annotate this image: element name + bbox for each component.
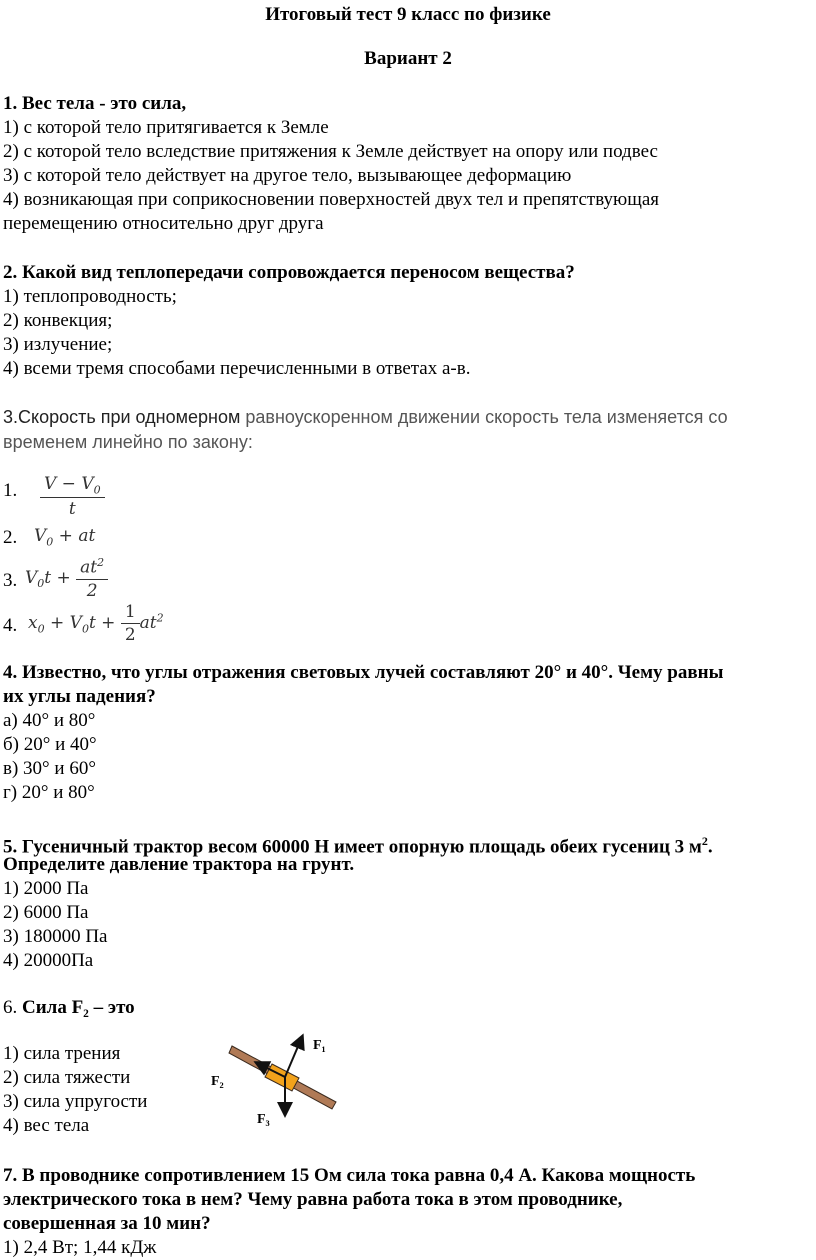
q4-option-a: а) 40° и 80° (3, 710, 96, 731)
block (265, 1064, 299, 1091)
q2-option-4: 4) всеми тремя способами перечисленными в ответах а-в. (3, 358, 471, 379)
q2-question: 2. Какой вид теплопередачи сопровождается переносом вещества? (3, 262, 575, 283)
q7-question-line3: совершенная за 10 мин? (3, 1213, 211, 1234)
q5-question-line2: Определите давление трактора на грунт. (3, 854, 355, 875)
q2-option-3: 3) излучение; (3, 334, 113, 355)
q4-option-c: в) 30° и 60° (3, 758, 96, 779)
q1-option-2: 2) с которой тело вследствие притяжения к Земле действует на опору или подвес (3, 141, 658, 162)
q2-option-1: 1) теплопроводность; (3, 286, 177, 307)
variant-title: Вариант 2 (364, 48, 452, 69)
formula-1: $\frac{V - V_0}{t}$ (40, 474, 105, 519)
q3-number-1: 1. (3, 480, 18, 501)
q3-number-4: 4. (3, 615, 18, 636)
force-diagram-svg (205, 1030, 355, 1140)
q3-question (3, 405, 728, 429)
q3-prefix: 3.Скорость при одномерном (3, 407, 241, 427)
q3-rest: равноускоренном движении скорость тела изменяется со (240, 407, 728, 427)
q6-question: 6. Сила F₂ – это (3, 997, 135, 1018)
q7-question: 7. В проводнике сопротивлением 15 Ом сила тока равна 0,4 А. Какова мощность (3, 1165, 696, 1186)
q6-option-1: 1) сила трения (3, 1043, 121, 1064)
q3-number-2: 2. (3, 527, 18, 548)
formula-2: $V_0$ + at (34, 526, 96, 549)
formula-3: $V_0t$ + $\frac{at^2}{2}$ (25, 556, 108, 601)
q7-option-1: 1) 2,4 Вт; 1,44 кДж (3, 1237, 157, 1258)
q6-option-3: 3) сила упругости (3, 1091, 148, 1112)
q5-option-4: 4) 20000Па (3, 950, 94, 971)
q4-question: 4. Известно, что углы отражения световых лучей составляют 20° и 40°. Чему равны (3, 662, 724, 683)
q3-number-3: 3. (3, 570, 18, 591)
label-f3: F₃ (257, 1112, 270, 1127)
q6-option-2: 2) сила тяжести (3, 1067, 131, 1088)
document-title: Итоговый тест 9 класс по физике (265, 4, 551, 25)
q1-option-3: 3) с которой тело действует на другое тело, вызывающее деформацию (3, 165, 572, 186)
q5-option-2: 2) 6000 Па (3, 902, 89, 923)
q4-option-b: б) 20° и 40° (3, 734, 97, 755)
force-f1-arrow (285, 1037, 302, 1077)
q6-option-4: 4) вес тела (3, 1115, 90, 1136)
q7-question-line2: электрического тока в нем? Чему равна работа тока в этом проводнике, (3, 1189, 623, 1210)
q5-option-1: 1) 2000 Па (3, 878, 89, 899)
q3-question-line2: временем линейно по закону: (3, 432, 253, 452)
inclined-plane-diagram (205, 1030, 355, 1146)
q1-option-1: 1) с которой тело притягивается к Земле (3, 117, 329, 138)
q4-question-line2: их углы падения? (3, 686, 156, 707)
q4-option-d: г) 20° и 80° (3, 782, 95, 803)
q5-question: 5. Гусеничный трактор весом 60000 Н имеет опорную площадь обеих гусениц 3 $м^2$. (3, 834, 713, 858)
q1-option-4-cont: перемещению относительно друг друга (3, 213, 324, 234)
label-f2: F₂ (211, 1074, 224, 1089)
q5-option-3: 3) 180000 Па (3, 926, 108, 947)
formula-4: $x_0 + V_0t$ + $\frac{1}{2}$ $at^2$ (28, 602, 164, 645)
q2-option-2: 2) конвекция; (3, 310, 113, 331)
q1-option-4: 4) возникающая при соприкосновении поверхностей двух тел и препятствующая (3, 189, 660, 210)
label-f1: F₁ (313, 1038, 326, 1053)
q1-question: 1. Вес тела - это сила, (3, 93, 187, 114)
